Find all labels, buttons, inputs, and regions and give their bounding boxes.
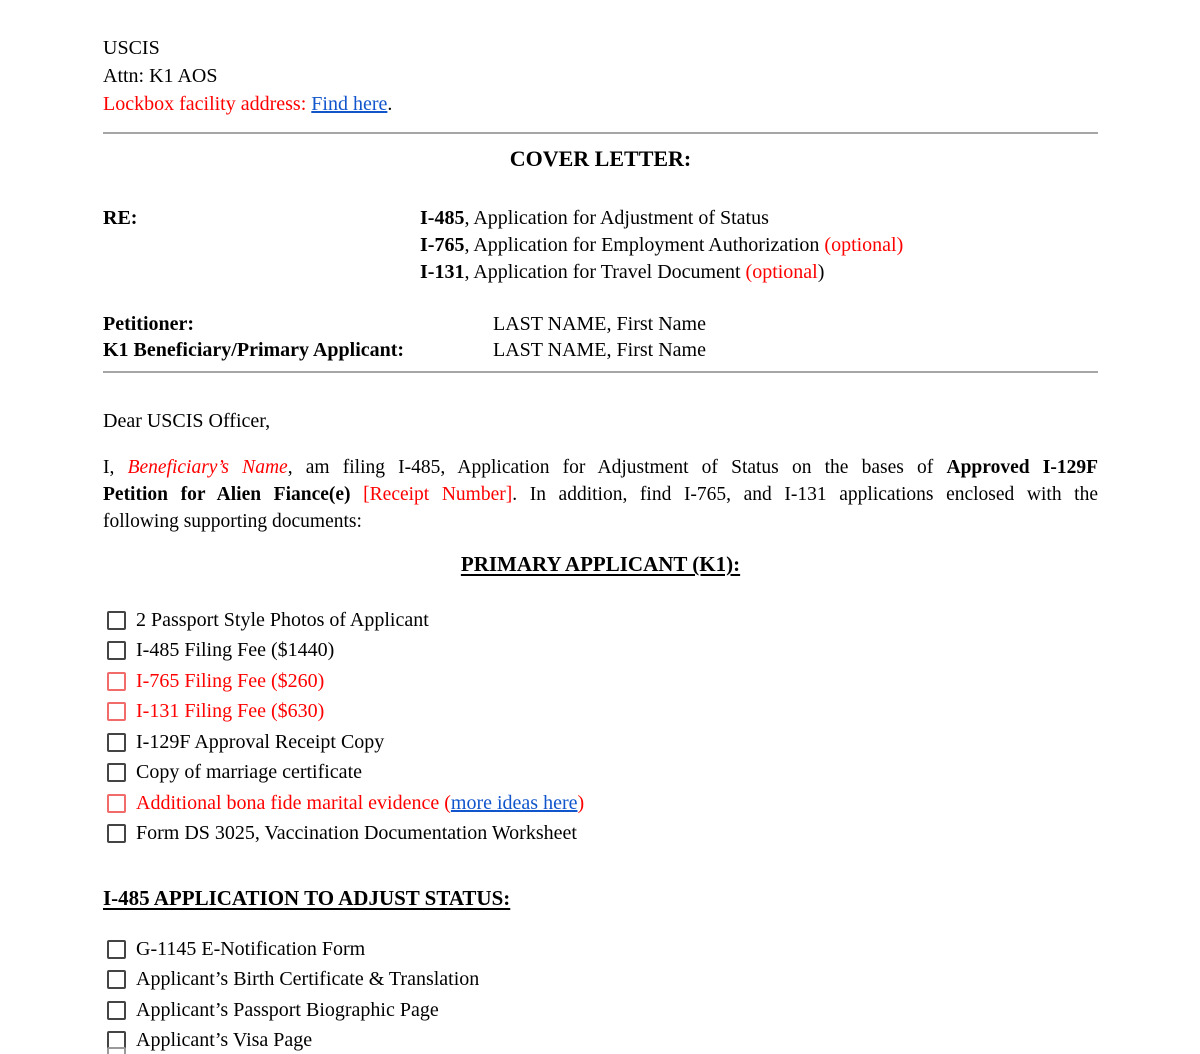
checkbox[interactable] — [107, 763, 126, 782]
recipient-address-block — [103, 34, 1098, 118]
horizontal-divider-middle — [103, 371, 1098, 373]
checkbox[interactable] — [107, 641, 126, 660]
checklist-item-marriage-certificate: Copy of marriage certificate — [103, 758, 1098, 789]
re-item-i485: I-485, Application for Adjustment of Status — [420, 207, 769, 229]
paragraph-line-1: I, Beneficiary’s Name, am filing I-485, Application for Adjustment of Status on the bases of Approved I-129F — [103, 457, 1099, 478]
checklist-item-birth-certificate: Applicant’s Birth Certificate & Translation — [103, 965, 1098, 996]
paragraph-line-3: following supporting documents: — [103, 511, 362, 532]
checkbox[interactable] — [107, 1001, 126, 1020]
petitioner-name: LAST NAME, First Name — [493, 313, 706, 335]
checklist-item-ds3025: Form DS 3025, Vaccination Documentation Worksheet — [103, 819, 1098, 850]
horizontal-divider-top — [103, 132, 1098, 134]
checklist-item-i129f-receipt: I-129F Approval Receipt Copy — [103, 727, 1098, 758]
checklist-item-marital-evidence: Additional bona fide marital evidence (more ideas here) — [103, 788, 1098, 819]
checklist-item-photos: 2 Passport Style Photos of Applicant — [103, 605, 1098, 636]
checkbox-partial-cutoff[interactable] — [107, 1047, 126, 1054]
checkbox[interactable] — [107, 611, 126, 630]
re-item-i765: I-765, Application for Employment Authorization (optional) — [420, 234, 904, 256]
cover-letter-title: COVER LETTER: — [509, 146, 692, 171]
re-block — [103, 205, 1098, 286]
re-label: RE: — [103, 207, 138, 229]
checkbox[interactable] — [107, 970, 126, 989]
body-paragraph — [103, 454, 1098, 535]
checkbox[interactable] — [107, 672, 126, 691]
lockbox-label: Lockbox facility address: — [103, 93, 312, 115]
beneficiary-row — [103, 337, 1098, 363]
parties-block — [103, 311, 1098, 363]
checklist-item-passport-bio-page: Applicant’s Passport Biographic Page — [103, 995, 1098, 1026]
petitioner-label: Petitioner: — [103, 313, 195, 335]
checklist-item-i131-fee: I-131 Filing Fee ($630) — [103, 697, 1098, 728]
recipient-line-uscis: USCIS — [103, 37, 160, 59]
i485-checklist — [103, 934, 1098, 1054]
beneficiary-label: K1 Beneficiary/Primary Applicant: — [103, 339, 405, 361]
petitioner-row — [103, 311, 1098, 337]
checklist-item-i765-fee: I-765 Filing Fee ($260) — [103, 666, 1098, 697]
i485-section-heading: I-485 APPLICATION TO ADJUST STATUS: — [103, 886, 511, 910]
recipient-line-lockbox — [103, 90, 1098, 118]
more-ideas-link[interactable]: more ideas here — [450, 791, 578, 814]
primary-applicant-checklist — [103, 605, 1098, 849]
paragraph-line-2: Petition for Alien Fiance(e) [Receipt Number]. In addition, find I-765, and I-131 applications enclosed with the — [103, 484, 1098, 505]
find-here-link[interactable]: Find here — [311, 93, 388, 115]
receipt-number-placeholder: [Receipt Number] — [363, 484, 513, 505]
checklist-item-i485-fee: I-485 Filing Fee ($1440) — [103, 636, 1098, 667]
checkbox[interactable] — [107, 733, 126, 752]
lockbox-suffix: . — [387, 93, 393, 115]
checkbox[interactable] — [107, 824, 126, 843]
re-item-i131: I-131, Application for Travel Document (optional) — [420, 261, 825, 283]
optional-tag: (optional) — [824, 234, 904, 256]
checkbox[interactable] — [107, 940, 126, 959]
beneficiary-name: LAST NAME, First Name — [493, 339, 706, 361]
re-items — [420, 205, 903, 286]
optional-tag: (optional — [745, 261, 818, 283]
checkbox[interactable] — [107, 794, 126, 813]
primary-applicant-heading: PRIMARY APPLICANT (K1): — [460, 552, 741, 576]
checklist-item-visa-page: Applicant’s Visa Page — [103, 1026, 1098, 1054]
beneficiary-name-placeholder: Beneficiary’s Name — [127, 457, 288, 478]
checkbox[interactable] — [107, 702, 126, 721]
checklist-item-g1145: G-1145 E-Notification Form — [103, 934, 1098, 965]
recipient-line-attn: Attn: K1 AOS — [103, 65, 218, 87]
salutation: Dear USCIS Officer, — [103, 410, 271, 432]
